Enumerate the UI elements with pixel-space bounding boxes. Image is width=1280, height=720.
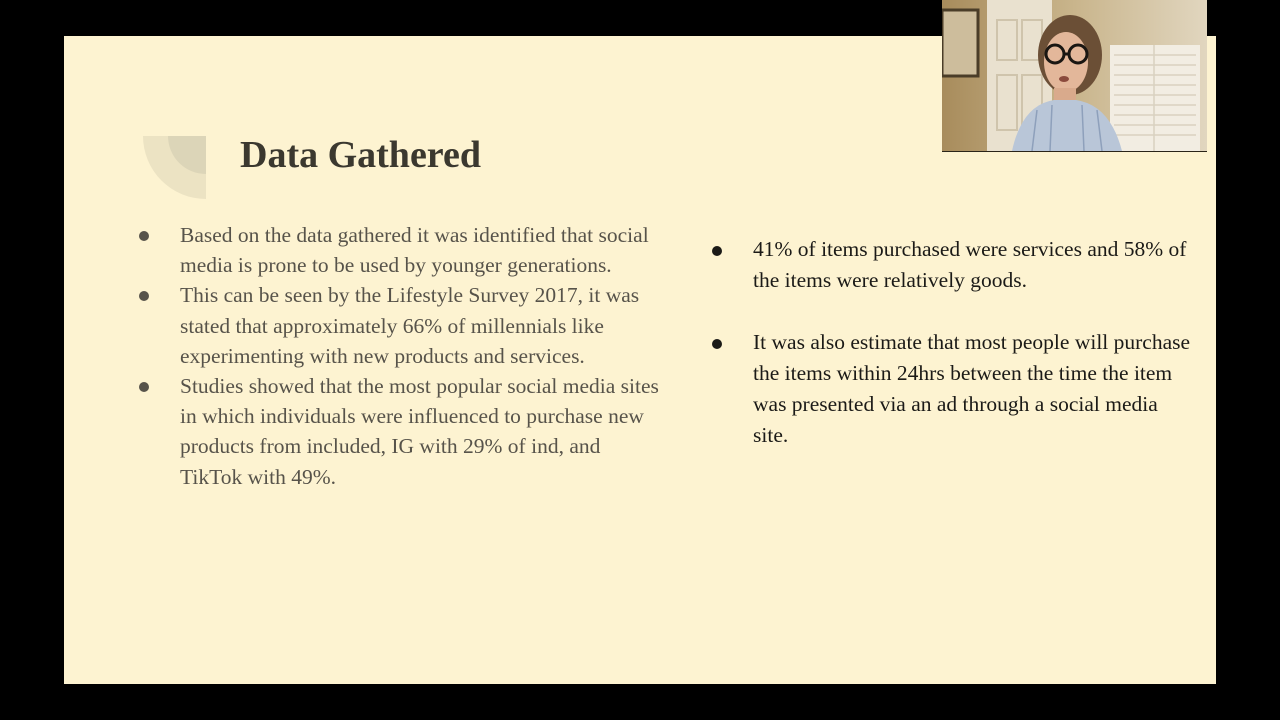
bullet-icon	[712, 339, 722, 349]
bullet-text: It was also estimate that most people will purchase the items within 24hrs between the time the item was presented via an ad through a social media site.	[753, 330, 1191, 447]
presenter-video-image	[942, 0, 1207, 151]
list-item	[180, 220, 660, 280]
quarter-circle-arc-icon	[143, 136, 206, 199]
list-item	[753, 327, 1193, 451]
right-bullet-list	[753, 234, 1193, 451]
bullet-icon	[712, 246, 722, 256]
bullet-text: 41% of items purchased were services and 58% of the items were relatively goods.	[753, 237, 1187, 292]
list-item	[180, 280, 660, 371]
bullet-icon	[139, 382, 149, 392]
bullet-icon	[139, 231, 149, 241]
bullet-text: Based on the data gathered it was identified that social media is prone to be used by younger generations.	[180, 223, 649, 278]
presenter-webcam-feed	[942, 0, 1207, 152]
bullet-icon	[139, 291, 149, 301]
bullet-text: Studies showed that the most popular social media sites in which individuals were influenced to purchase new products from included, IG with 29% of ind, and TikTok with 49%.	[180, 374, 659, 489]
slide-title: Data Gathered	[240, 134, 481, 176]
left-bullet-list	[180, 220, 660, 492]
list-item	[753, 234, 1193, 296]
bullet-text: This can be seen by the Lifestyle Survey 2017, it was stated that approximately 66% of millennials like experimenting with new products and services.	[180, 283, 640, 368]
list-item	[180, 371, 660, 492]
